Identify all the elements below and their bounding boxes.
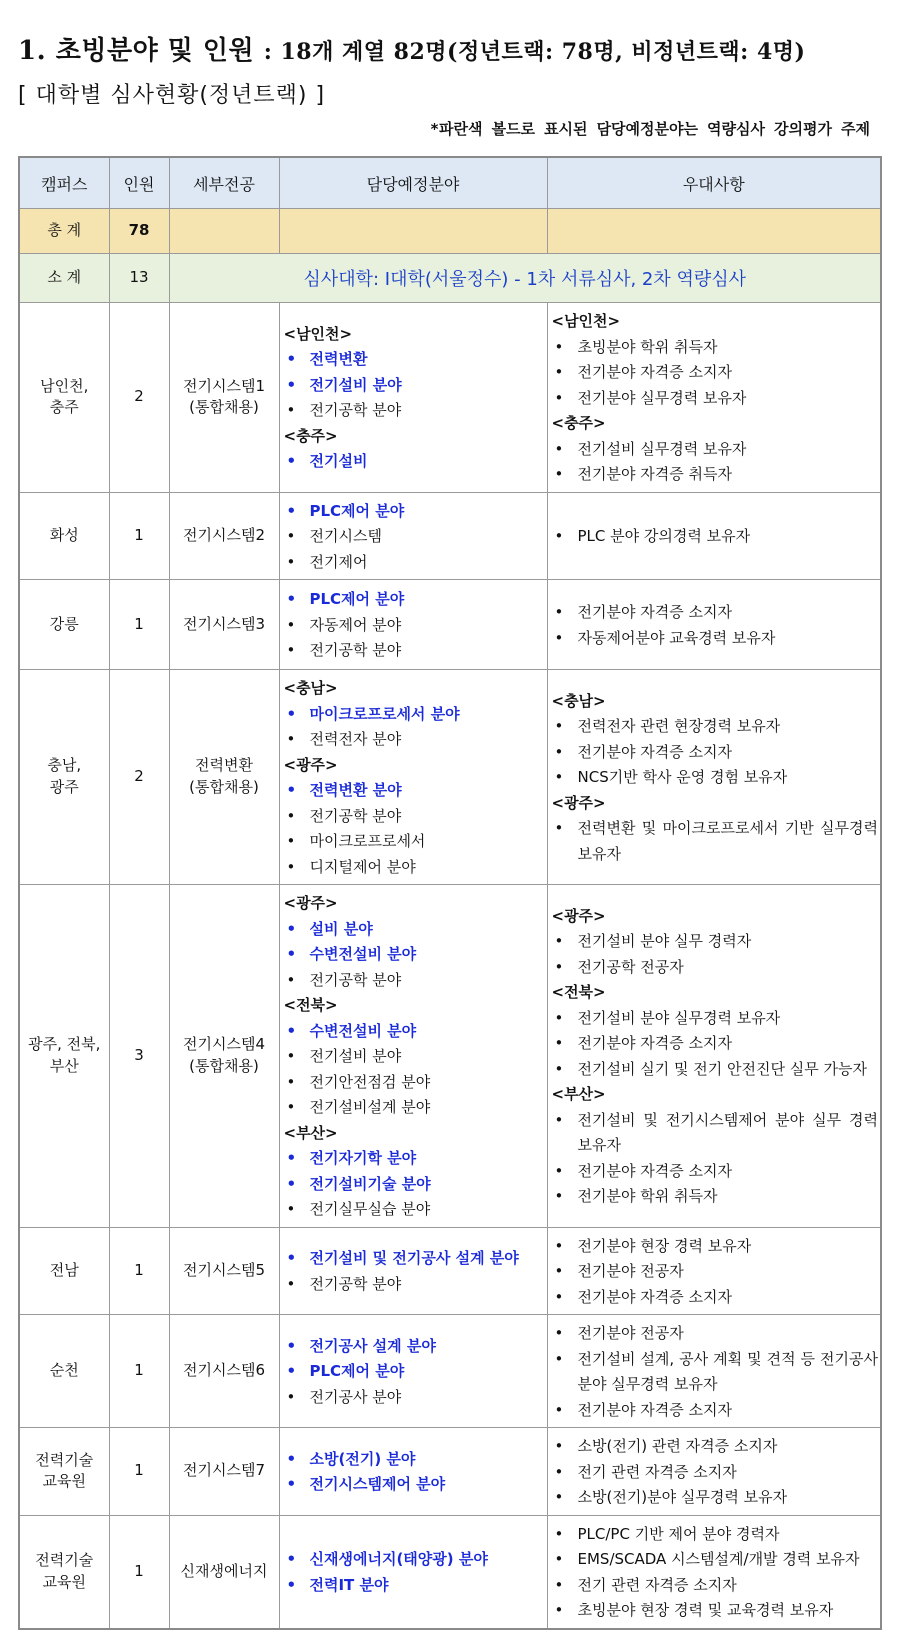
preferences-cell <box>547 303 881 493</box>
campus-cell: 화성 <box>19 492 109 580</box>
highlighted-field-item: • 수변전설비 분야 <box>284 942 545 968</box>
highlighted-field-item: • 전기설비 및 전기공사 설계 분야 <box>284 1246 545 1272</box>
list-item: • 전기공학 분야 <box>284 968 545 994</box>
campus-cell: 광주, 전북, 부산 <box>19 885 109 1228</box>
total-count: 78 <box>109 209 169 254</box>
table-row <box>19 492 881 580</box>
table-row <box>19 1515 881 1629</box>
highlighted-field-item: • 수변전설비 분야 <box>284 1019 545 1045</box>
list-item: • 초빙분야 현장 경력 및 교육경력 보유자 <box>552 1598 879 1624</box>
list-item: • 전기분야 자격증 소지자 <box>552 740 879 766</box>
section-number: 1. <box>18 36 47 66</box>
list-item: • 전기공학 분야 <box>284 804 545 830</box>
major-cell: 전기시스템7 <box>169 1428 279 1516</box>
fields-cell <box>279 1315 547 1428</box>
preferences-cell <box>547 492 881 580</box>
bullet-list <box>552 524 879 550</box>
campus-section-label: <충남> <box>283 679 338 697</box>
bullet-list <box>284 449 545 475</box>
campus-cell: 전남 <box>19 1227 109 1315</box>
list-item: • 전기설비 분야 <box>284 1044 545 1070</box>
table-row <box>19 1428 881 1516</box>
campus-section-label: <부산> <box>551 1085 606 1104</box>
bullet-list <box>552 929 879 980</box>
list-item: • PLC/PC 기반 제어 분야 경력자 <box>552 1522 879 1548</box>
fields-cell <box>279 303 547 493</box>
count-cell: 1 <box>109 1515 169 1629</box>
fields-cell <box>279 1428 547 1516</box>
campus-section-label: <광주> <box>551 793 606 812</box>
header-campus: 캠퍼스 <box>19 157 109 209</box>
highlighted-field-item: • 설비 분야 <box>284 917 545 943</box>
bullet-list <box>552 816 879 867</box>
bullet-list <box>284 1547 545 1598</box>
preferences-cell <box>547 580 881 670</box>
highlighted-field-item: • 전력IT 분야 <box>284 1573 545 1599</box>
table-row <box>19 1227 881 1315</box>
campus-section-label: <남인천> <box>283 324 353 343</box>
campus-cell: 충남, 광주 <box>19 670 109 885</box>
list-item: • 전기설비 실기 및 전기 안전진단 실무 가능자 <box>552 1057 879 1083</box>
highlighted-field-item: • PLC제어 분야 <box>284 499 545 525</box>
table-row <box>19 885 881 1228</box>
header-count: 인원 <box>109 157 169 209</box>
list-item: • 전기안전점검 분야 <box>284 1070 545 1096</box>
bullet-list <box>552 714 879 791</box>
campus-section-label: <충남> <box>551 691 606 710</box>
header-preferences: 우대사항 <box>547 157 881 209</box>
fields-cell <box>279 670 547 885</box>
list-item: • 전기분야 자격증 소지자 <box>552 600 879 626</box>
subtotal-count: 13 <box>109 254 169 303</box>
review-banner: 심사대학: Ⅰ대학(서울정수) - 1차 서류심사, 2차 역량심사 <box>169 254 881 303</box>
bullet-list <box>552 437 879 488</box>
bullet-list <box>552 335 879 412</box>
list-item: • 전기설비 분야 실무경력 보유자 <box>552 1006 879 1032</box>
highlighted-field-item: • 전기설비기술 분야 <box>284 1172 545 1198</box>
list-item: • 전기 관련 자격증 소지자 <box>552 1460 879 1486</box>
list-item: • 전기실무실습 분야 <box>284 1197 545 1223</box>
preferences-cell <box>547 670 881 885</box>
bullet-list <box>284 1146 545 1223</box>
total-label: 총 계 <box>19 209 109 254</box>
preferences-cell <box>547 1515 881 1629</box>
total-empty-cell <box>279 209 547 254</box>
major-cell: 전기시스템4 (통합채용) <box>169 885 279 1228</box>
campus-section-label: <광주> <box>283 755 338 774</box>
campus-section-label: <광주> <box>551 906 606 925</box>
campus-cell: 순천 <box>19 1315 109 1428</box>
list-item: • 전기공학 분야 <box>284 638 545 664</box>
bullet-list <box>284 1246 545 1297</box>
major-cell: 전기시스템1 (통합채용) <box>169 303 279 493</box>
list-item: • 전력변환 및 마이크로프로세서 기반 실무경력 보유자 <box>552 816 879 867</box>
campus-section-label: <광주> <box>283 894 338 912</box>
count-cell: 1 <box>109 580 169 670</box>
list-item: • 초빙분야 학위 취득자 <box>552 335 879 361</box>
list-item: • 전기공학 분야 <box>284 398 545 424</box>
list-item: • 전기분야 자격증 소지자 <box>552 1398 879 1424</box>
list-item: • 전기분야 실무경력 보유자 <box>552 386 879 412</box>
list-item: • 전기 관련 자격증 소지자 <box>552 1573 879 1599</box>
bullet-list <box>284 702 545 753</box>
major-cell: 전기시스템2 <box>169 492 279 580</box>
campus-section-label: <부산> <box>283 1123 338 1142</box>
list-item: • 전기공사 분야 <box>284 1385 545 1411</box>
highlighted-field-item: • 소방(전기) 분야 <box>284 1447 545 1473</box>
count-cell: 1 <box>109 1227 169 1315</box>
list-item: • 전기시스템 <box>284 524 545 550</box>
table-row <box>19 670 881 885</box>
list-item: • 전기분야 자격증 취득자 <box>552 462 879 488</box>
bullet-list <box>552 1434 879 1511</box>
list-item: • 전기설비 설계, 공사 계획 및 견적 등 전기공사 분야 실무경력 보유자 <box>552 1347 879 1398</box>
table-row <box>19 303 881 493</box>
fields-cell <box>279 885 547 1228</box>
major-cell: 전기시스템3 <box>169 580 279 670</box>
fields-cell <box>279 580 547 670</box>
bullet-list <box>284 347 545 424</box>
list-item: • NCS기반 학사 운영 경험 보유자 <box>552 765 879 791</box>
highlighted-field-item: • 전력변환 분야 <box>284 778 545 804</box>
table-row <box>19 1315 881 1428</box>
total-empty-cell <box>547 209 881 254</box>
subtotal-label: 소 계 <box>19 254 109 303</box>
list-item: • 전기공학 분야 <box>284 1272 545 1298</box>
campus-cell: 남인천, 충주 <box>19 303 109 493</box>
fields-cell <box>279 1515 547 1629</box>
highlighted-field-item: • 전기시스템제어 분야 <box>284 1472 545 1498</box>
highlighted-field-item: • PLC제어 분야 <box>284 587 545 613</box>
preferences-cell <box>547 1428 881 1516</box>
highlighted-field-item: • 전기설비 분야 <box>284 373 545 399</box>
list-item: • 마이크로프로세서 <box>284 829 545 855</box>
list-item: • 전기분야 자격증 소지자 <box>552 1285 879 1311</box>
list-item: • 전기분야 전공자 <box>552 1259 879 1285</box>
count-cell: 3 <box>109 885 169 1228</box>
highlighted-field-item: • 신재생에너지(태양광) 분야 <box>284 1547 545 1573</box>
major-cell: 전기시스템5 <box>169 1227 279 1315</box>
bullet-list <box>552 1234 879 1311</box>
bullet-list <box>284 778 545 880</box>
campus-cell: 전력기술 교육원 <box>19 1515 109 1629</box>
header-major: 세부전공 <box>169 157 279 209</box>
list-item: • 전기설비설계 분야 <box>284 1095 545 1121</box>
list-item: • 전기분야 학위 취득자 <box>552 1184 879 1210</box>
campus-section-label: <충주> <box>551 414 606 432</box>
highlighted-field-item: • 전기공사 설계 분야 <box>284 1334 545 1360</box>
legend-note: *파란색 볼드로 표시된 담당예정분야는 역량심사 강의평가 주제 <box>430 120 870 138</box>
major-cell: 전기시스템6 <box>169 1315 279 1428</box>
count-cell: 1 <box>109 1315 169 1428</box>
fields-cell <box>279 492 547 580</box>
list-item: • PLC 분야 강의경력 보유자 <box>552 524 879 550</box>
bullet-list <box>284 1334 545 1411</box>
bullet-list <box>552 1006 879 1083</box>
count-cell: 1 <box>109 1428 169 1516</box>
list-item: • 전기분야 자격증 소지자 <box>552 1031 879 1057</box>
section-heading <box>18 30 805 67</box>
list-item: • 자동제어분야 교육경력 보유자 <box>552 626 879 652</box>
count-cell: 1 <box>109 492 169 580</box>
bullet-list <box>552 1522 879 1624</box>
section-summary: : 18개 계열 82명(정년트랙: 78명, 비정년트랙: 4명) <box>263 39 806 65</box>
list-item: • 전기설비 분야 실무 경력자 <box>552 929 879 955</box>
header-fields: 담당예정분야 <box>279 157 547 209</box>
list-item: • 전력전자 관련 현장경력 보유자 <box>552 714 879 740</box>
bullet-list <box>284 1019 545 1121</box>
fields-cell <box>279 1227 547 1315</box>
list-item: • EMS/SCADA 시스템설계/개발 경력 보유자 <box>552 1547 879 1573</box>
campus-cell: 전력기술 교육원 <box>19 1428 109 1516</box>
bullet-list <box>284 1447 545 1498</box>
highlighted-field-item: • 전력변환 <box>284 347 545 373</box>
preferences-cell <box>547 1227 881 1315</box>
list-item: • 전기공학 전공자 <box>552 955 879 981</box>
table-caption: [ 대학별 심사현황(정년트랙) ] <box>18 83 326 108</box>
bullet-list <box>552 1108 879 1210</box>
bullet-list <box>552 600 879 651</box>
count-cell: 2 <box>109 303 169 493</box>
section-title: 초빙분야 및 인원 <box>55 36 255 66</box>
bullet-list <box>284 587 545 664</box>
count-cell: 2 <box>109 670 169 885</box>
list-item: • 전기분야 자격증 소지자 <box>552 1159 879 1185</box>
campus-section-label: <전북> <box>283 996 338 1014</box>
campus-section-label: <남인천> <box>551 312 621 330</box>
campus-section-label: <전북> <box>551 983 606 1002</box>
list-item: • 전기설비 실무경력 보유자 <box>552 437 879 463</box>
list-item: • 전기분야 전공자 <box>552 1321 879 1347</box>
bullet-list <box>284 917 545 994</box>
preferences-cell <box>547 1315 881 1428</box>
table-header-row <box>19 157 881 209</box>
major-cell: 신재생에너지 <box>169 1515 279 1629</box>
list-item: • 자동제어 분야 <box>284 613 545 639</box>
major-cell: 전력변환 (통합채용) <box>169 670 279 885</box>
campus-cell: 강릉 <box>19 580 109 670</box>
subtotal-row <box>19 254 881 303</box>
highlighted-field-item: • 마이크로프로세서 분야 <box>284 702 545 728</box>
bullet-list <box>552 1321 879 1423</box>
highlighted-field-item: • 전기자기학 분야 <box>284 1146 545 1172</box>
total-row <box>19 209 881 254</box>
list-item: • 디지털제어 분야 <box>284 855 545 881</box>
highlighted-field-item: • PLC제어 분야 <box>284 1359 545 1385</box>
table-row <box>19 580 881 670</box>
list-item: • 전기설비 및 전기시스템제어 분야 실무 경력 보유자 <box>552 1108 879 1159</box>
recruitment-table <box>18 156 882 1630</box>
list-item: • 소방(전기)분야 실무경력 보유자 <box>552 1485 879 1511</box>
list-item: • 소방(전기) 관련 자격증 소지자 <box>552 1434 879 1460</box>
list-item: • 전기분야 현장 경력 보유자 <box>552 1234 879 1260</box>
preferences-cell <box>547 885 881 1228</box>
bullet-list <box>284 499 545 576</box>
total-empty-cell <box>169 209 279 254</box>
list-item: • 전기분야 자격증 소지자 <box>552 360 879 386</box>
list-item: • 전력전자 분야 <box>284 727 545 753</box>
list-item: • 전기제어 <box>284 550 545 576</box>
campus-section-label: <충주> <box>283 426 338 445</box>
highlighted-field-item: • 전기설비 <box>284 449 545 475</box>
